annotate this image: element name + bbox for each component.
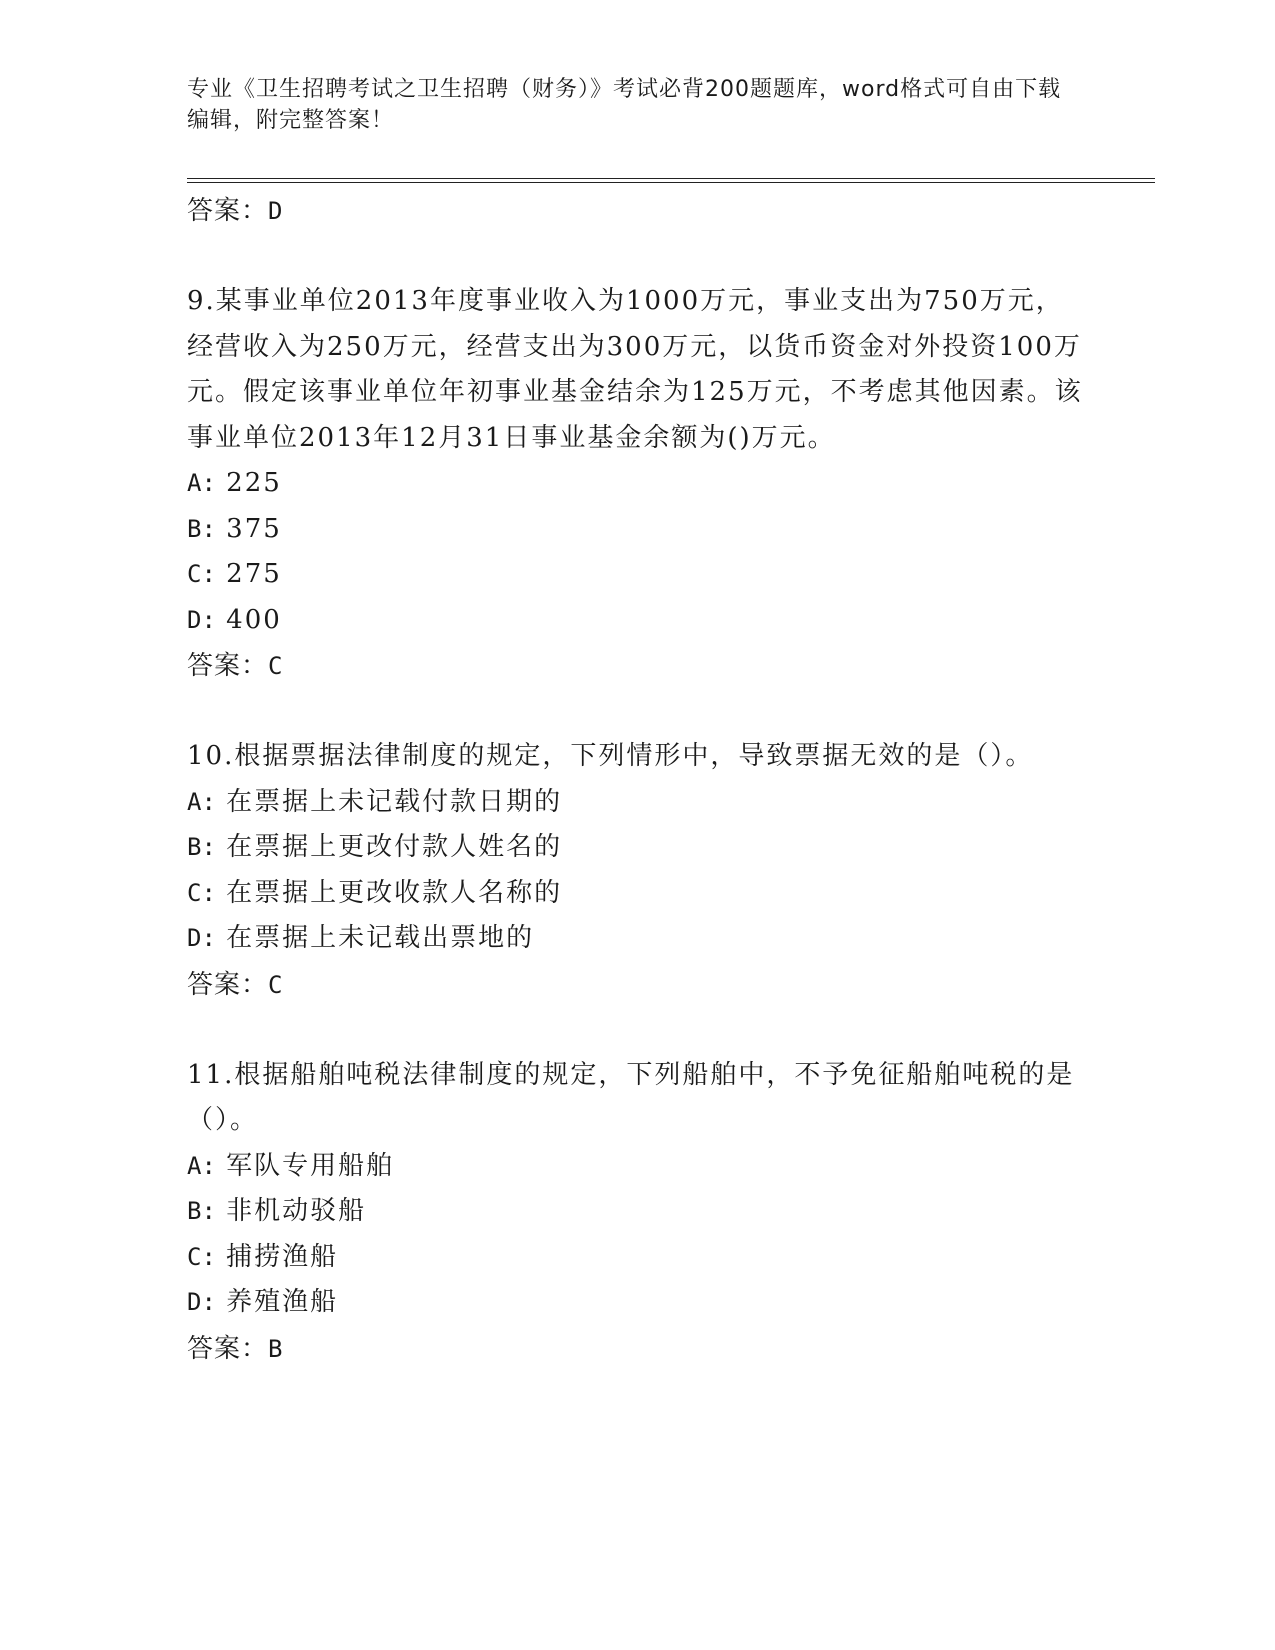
answer-line	[187, 643, 1087, 689]
option-letter: D:	[187, 1288, 216, 1316]
spacer	[187, 689, 1087, 734]
option-text: 在票据上未记载出票地的	[226, 923, 535, 953]
spacer	[187, 234, 1087, 279]
option-text: 养殖渔船	[226, 1287, 339, 1317]
option-letter: C:	[187, 1242, 216, 1271]
option-b	[187, 1189, 1087, 1235]
option-b	[187, 507, 1087, 553]
option-d	[187, 916, 1087, 962]
document-header	[187, 74, 1067, 136]
option-letter: C:	[187, 878, 216, 907]
option-b	[187, 825, 1087, 871]
answer-line	[187, 188, 1087, 234]
question-block-9	[187, 279, 1087, 689]
option-c	[187, 871, 1087, 917]
option-letter: C:	[187, 560, 216, 588]
answer-value: C	[268, 970, 284, 999]
option-text: 非机动驳船	[226, 1196, 367, 1226]
answer-value: B	[268, 1334, 284, 1363]
option-text: 军队专用船舶	[226, 1150, 395, 1181]
answer-line	[187, 962, 1087, 1008]
option-letter: D:	[187, 605, 216, 634]
question-stem: 9.某事业单位2013年度事业收入为1000万元，事业支出为750万元，经营收入为250万元，经营支出为300万元，以货币资金对外投资100万元。假定该事业单位年初事业基金结余为125万元，不考虑其他因素。该事业单位2013年12月31日事业基金余额为()万元。	[187, 286, 1083, 453]
answer-label: 答案：	[187, 196, 269, 226]
option-letter: D:	[187, 924, 216, 952]
question-block-11	[187, 1053, 1087, 1372]
question-block-10	[187, 734, 1087, 1008]
answer-value: C	[268, 652, 284, 680]
option-a	[187, 1144, 1087, 1190]
option-a	[187, 461, 1087, 507]
option-d	[187, 598, 1087, 644]
spacer	[187, 1008, 1087, 1053]
option-letter: A:	[187, 469, 216, 497]
option-letter: A:	[187, 1151, 216, 1180]
option-letter: A:	[187, 787, 216, 816]
option-text: 375	[226, 513, 282, 544]
header-text: 专业《卫生招聘考试之卫生招聘（财务）》考试必背200题题库，word格式可自由下载编辑，附完整答案！	[187, 77, 1062, 133]
answer-label: 答案：	[187, 969, 269, 1000]
option-text: 在票据上未记载付款日期的	[226, 786, 563, 817]
option-letter: B:	[187, 514, 216, 543]
answer-label: 答案：	[187, 1333, 269, 1364]
option-letter: B:	[187, 1197, 216, 1225]
option-a	[187, 780, 1087, 826]
question-stem: 11.根据船舶吨税法律制度的规定，下列船舶中，不予免征船舶吨税的是（）。	[187, 1059, 1075, 1135]
option-d	[187, 1280, 1087, 1326]
option-text: 在票据上更改付款人姓名的	[226, 832, 563, 862]
option-text: 225	[226, 468, 282, 498]
option-letter: B:	[187, 833, 216, 861]
answer-label: 答案：	[187, 651, 269, 681]
option-text: 400	[226, 604, 282, 635]
option-c	[187, 1235, 1087, 1281]
header-divider	[187, 178, 1155, 183]
question-stem: 10.根据票据法律制度的规定，下列情形中，导致票据无效的是（）。	[187, 741, 1034, 771]
document-body	[187, 188, 1087, 1372]
option-text: 275	[226, 559, 282, 589]
answer-line	[187, 1326, 1087, 1372]
option-text: 捕捞渔船	[226, 1241, 339, 1272]
option-c	[187, 552, 1087, 598]
option-text: 在票据上更改收款人名称的	[226, 877, 563, 908]
answer-value: D	[268, 197, 284, 225]
